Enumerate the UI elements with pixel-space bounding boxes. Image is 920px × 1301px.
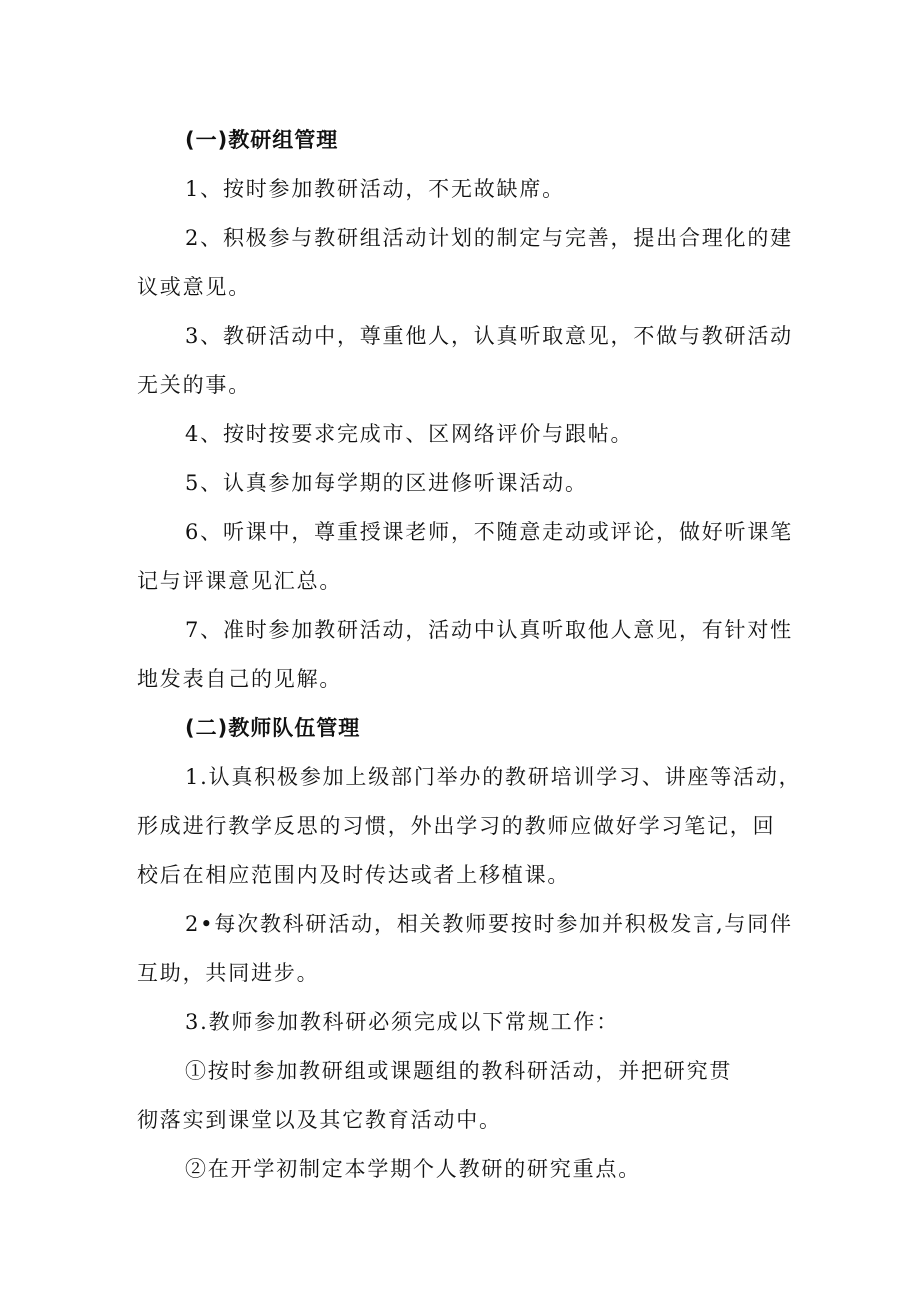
paragraph-line: 2•每次教科研活动，相关教师要按时参加并积极发言,与同伴	[185, 912, 793, 936]
paragraph-line: 议或意见。	[137, 275, 251, 299]
paragraph-line: 记与评课意见汇总。	[137, 569, 343, 593]
paragraph-line: 6、听课中，尊重授课老师，不随意走动或评论，做好听课笔	[185, 520, 793, 544]
paragraph-line: 4、按时按要求完成市、区网络评价与跟帖。	[185, 422, 634, 446]
paragraph-line: 地发表自己的见解。	[137, 667, 343, 691]
paragraph-line: 2、积极参与教研组活动计划的制定与完善，提出合理化的建	[185, 226, 793, 250]
paragraph-line: 彻落实到课堂以及其它教育活动中。	[137, 1108, 502, 1132]
paragraph-line: 形成进行教学反思的习惯，外出学习的教师应做好学习笔记，回	[137, 814, 776, 838]
paragraph-line: 7、准时参加教研活动，活动中认真听取他人意见，有针对性	[185, 618, 793, 642]
paragraph-line: ②在开学初制定本学期个人教研的研究重点。	[185, 1157, 641, 1181]
paragraph-line: 互助，共同进步。	[137, 961, 320, 985]
paragraph-line: 1、按时参加教研活动，不无故缺席。	[185, 177, 565, 201]
paragraph-line: 无关的事。	[137, 373, 251, 397]
paragraph-line: 校后在相应范围内及时传达或者上移植课。	[137, 863, 571, 887]
paragraph-line: 3.教师参加教科研必须完成以下常规工作：	[185, 1010, 620, 1034]
section-heading-1: (一)教研组管理	[185, 128, 339, 152]
section-heading-2: (二)教师队伍管理	[185, 716, 361, 740]
paragraph-line: 1.认真积极参加上级部门举办的教研培训学习、讲座等活动，	[185, 765, 802, 789]
paragraph-line: 5、认真参加每学期的区进修听课活动。	[185, 471, 588, 495]
paragraph-line: ①按时参加教研组或课题组的教科研活动，并把研究贯	[185, 1059, 733, 1083]
paragraph-line: 3、教研活动中，尊重他人，认真听取意见，不做与教研活动	[185, 324, 793, 348]
